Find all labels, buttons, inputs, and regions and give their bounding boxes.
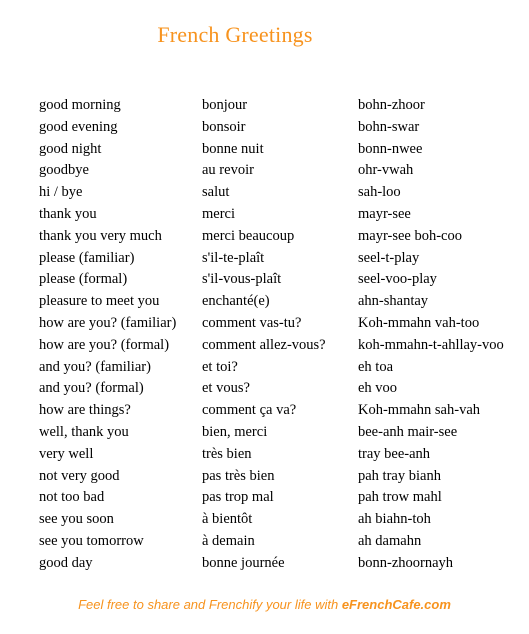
table-row xyxy=(39,182,524,204)
french-phrase: s'il-te-plaît xyxy=(202,249,265,266)
french-phrase: s'il-vous-plaît xyxy=(202,271,282,288)
french-phrase: enchanté(e) xyxy=(202,293,270,310)
english-phrase: thank you very much xyxy=(39,227,162,244)
footer-brand-link[interactable]: eFrenchCafe.com xyxy=(341,597,451,612)
table-row xyxy=(39,313,524,335)
english-phrase: how are you? (familiar) xyxy=(39,314,177,331)
french-phrase: merci beaucoup xyxy=(202,227,295,244)
table-row xyxy=(39,95,524,117)
table-row xyxy=(39,378,524,400)
french-phrase: bonjour xyxy=(202,97,248,113)
pronunciation: seel-t-play xyxy=(358,249,420,266)
english-phrase: good day xyxy=(39,554,93,571)
pronunciation: eh voo xyxy=(358,380,398,397)
english-phrase: and you? (formal) xyxy=(39,380,144,397)
table-row xyxy=(39,204,524,226)
table-row xyxy=(39,226,524,248)
english-phrase: see you tomorrow xyxy=(39,532,144,549)
french-phrase: bonne nuit xyxy=(202,140,264,157)
french-phrase: pas très bien xyxy=(202,467,275,484)
pronunciation: bohn-zhoor xyxy=(358,97,425,113)
footer xyxy=(0,597,529,612)
french-phrase: très bien xyxy=(202,445,252,462)
french-phrase: à bientôt xyxy=(202,511,253,528)
english-phrase: pleasure to meet you xyxy=(39,293,160,310)
table-row xyxy=(39,291,524,313)
french-phrase: comment vas-tu? xyxy=(202,314,302,331)
table-row xyxy=(39,509,524,531)
pronunciation: sah-loo xyxy=(358,184,401,201)
table-row xyxy=(39,487,524,509)
table-row xyxy=(39,422,524,444)
greetings-table xyxy=(39,95,524,575)
table-row xyxy=(39,335,524,357)
english-phrase: good evening xyxy=(39,118,118,135)
pronunciation: mayr-see xyxy=(358,205,411,222)
table-row xyxy=(39,531,524,553)
pronunciation: mayr-see boh-coo xyxy=(358,227,462,244)
table-row xyxy=(39,400,524,422)
table-row xyxy=(39,466,524,488)
pronunciation: seel-voo-play xyxy=(358,271,437,288)
pronunciation: ah damahn xyxy=(358,532,422,549)
pronunciation: eh toa xyxy=(358,358,394,375)
pronunciation: ohr-vwah xyxy=(358,162,414,179)
english-phrase: and you? (familiar) xyxy=(39,358,151,375)
french-phrase: à demain xyxy=(202,532,255,549)
pronunciation: Koh-mmahn sah-vah xyxy=(358,402,481,419)
pronunciation: pah trow mahl xyxy=(358,489,442,506)
english-phrase: how are you? (formal) xyxy=(39,336,170,353)
pronunciation: bee-anh mair-see xyxy=(358,423,458,440)
table-row xyxy=(39,160,524,182)
pronunciation: bonn-nwee xyxy=(358,140,423,157)
english-phrase: goodbye xyxy=(39,162,89,179)
french-phrase: et toi? xyxy=(202,358,238,375)
french-phrase: au revoir xyxy=(202,162,254,179)
french-phrase: bonne journée xyxy=(202,554,285,571)
french-phrase: salut xyxy=(202,184,230,201)
pronunciation: ah biahn-toh xyxy=(358,511,431,528)
table-row xyxy=(39,553,524,575)
french-phrase: bonsoir xyxy=(202,118,246,135)
page-title: French Greetings xyxy=(157,22,313,47)
english-phrase: how are things? xyxy=(39,402,131,419)
english-phrase: see you soon xyxy=(39,511,114,528)
table-row xyxy=(39,269,524,291)
pronunciation: bohn-swar xyxy=(358,118,420,135)
french-phrase: merci xyxy=(202,205,236,222)
pronunciation: bonn-zhoornayh xyxy=(358,554,454,571)
english-phrase: hi / bye xyxy=(39,184,83,201)
table-row xyxy=(39,139,524,161)
pronunciation: koh-mmahn-t-ahllay-voo xyxy=(358,336,504,353)
pronunciation: Koh-mmahn vah-too xyxy=(358,314,480,331)
table-row xyxy=(39,357,524,379)
english-phrase: good night xyxy=(39,140,102,157)
french-phrase: et vous? xyxy=(202,380,250,397)
pronunciation: tray bee-anh xyxy=(358,445,431,462)
table-row xyxy=(39,444,524,466)
english-phrase: good morning xyxy=(39,97,121,113)
english-phrase: thank you xyxy=(39,205,97,222)
french-phrase: pas trop mal xyxy=(202,489,274,506)
english-phrase: well, thank you xyxy=(39,423,129,440)
pronunciation: ahn-shantay xyxy=(358,293,429,310)
pronunciation: pah tray bianh xyxy=(358,467,441,484)
french-phrase: comment ça va? xyxy=(202,402,297,419)
table-row xyxy=(39,117,524,139)
french-phrase: bien, merci xyxy=(202,423,268,440)
french-phrase: comment allez-vous? xyxy=(202,336,326,353)
english-phrase: not too bad xyxy=(39,489,105,506)
table-row xyxy=(39,248,524,270)
english-phrase: please (familiar) xyxy=(39,249,135,266)
footer-text: Feel free to share and Frenchify your life with xyxy=(78,597,342,612)
english-phrase: please (formal) xyxy=(39,271,128,288)
english-phrase: not very good xyxy=(39,467,120,484)
english-phrase: very well xyxy=(39,445,94,462)
